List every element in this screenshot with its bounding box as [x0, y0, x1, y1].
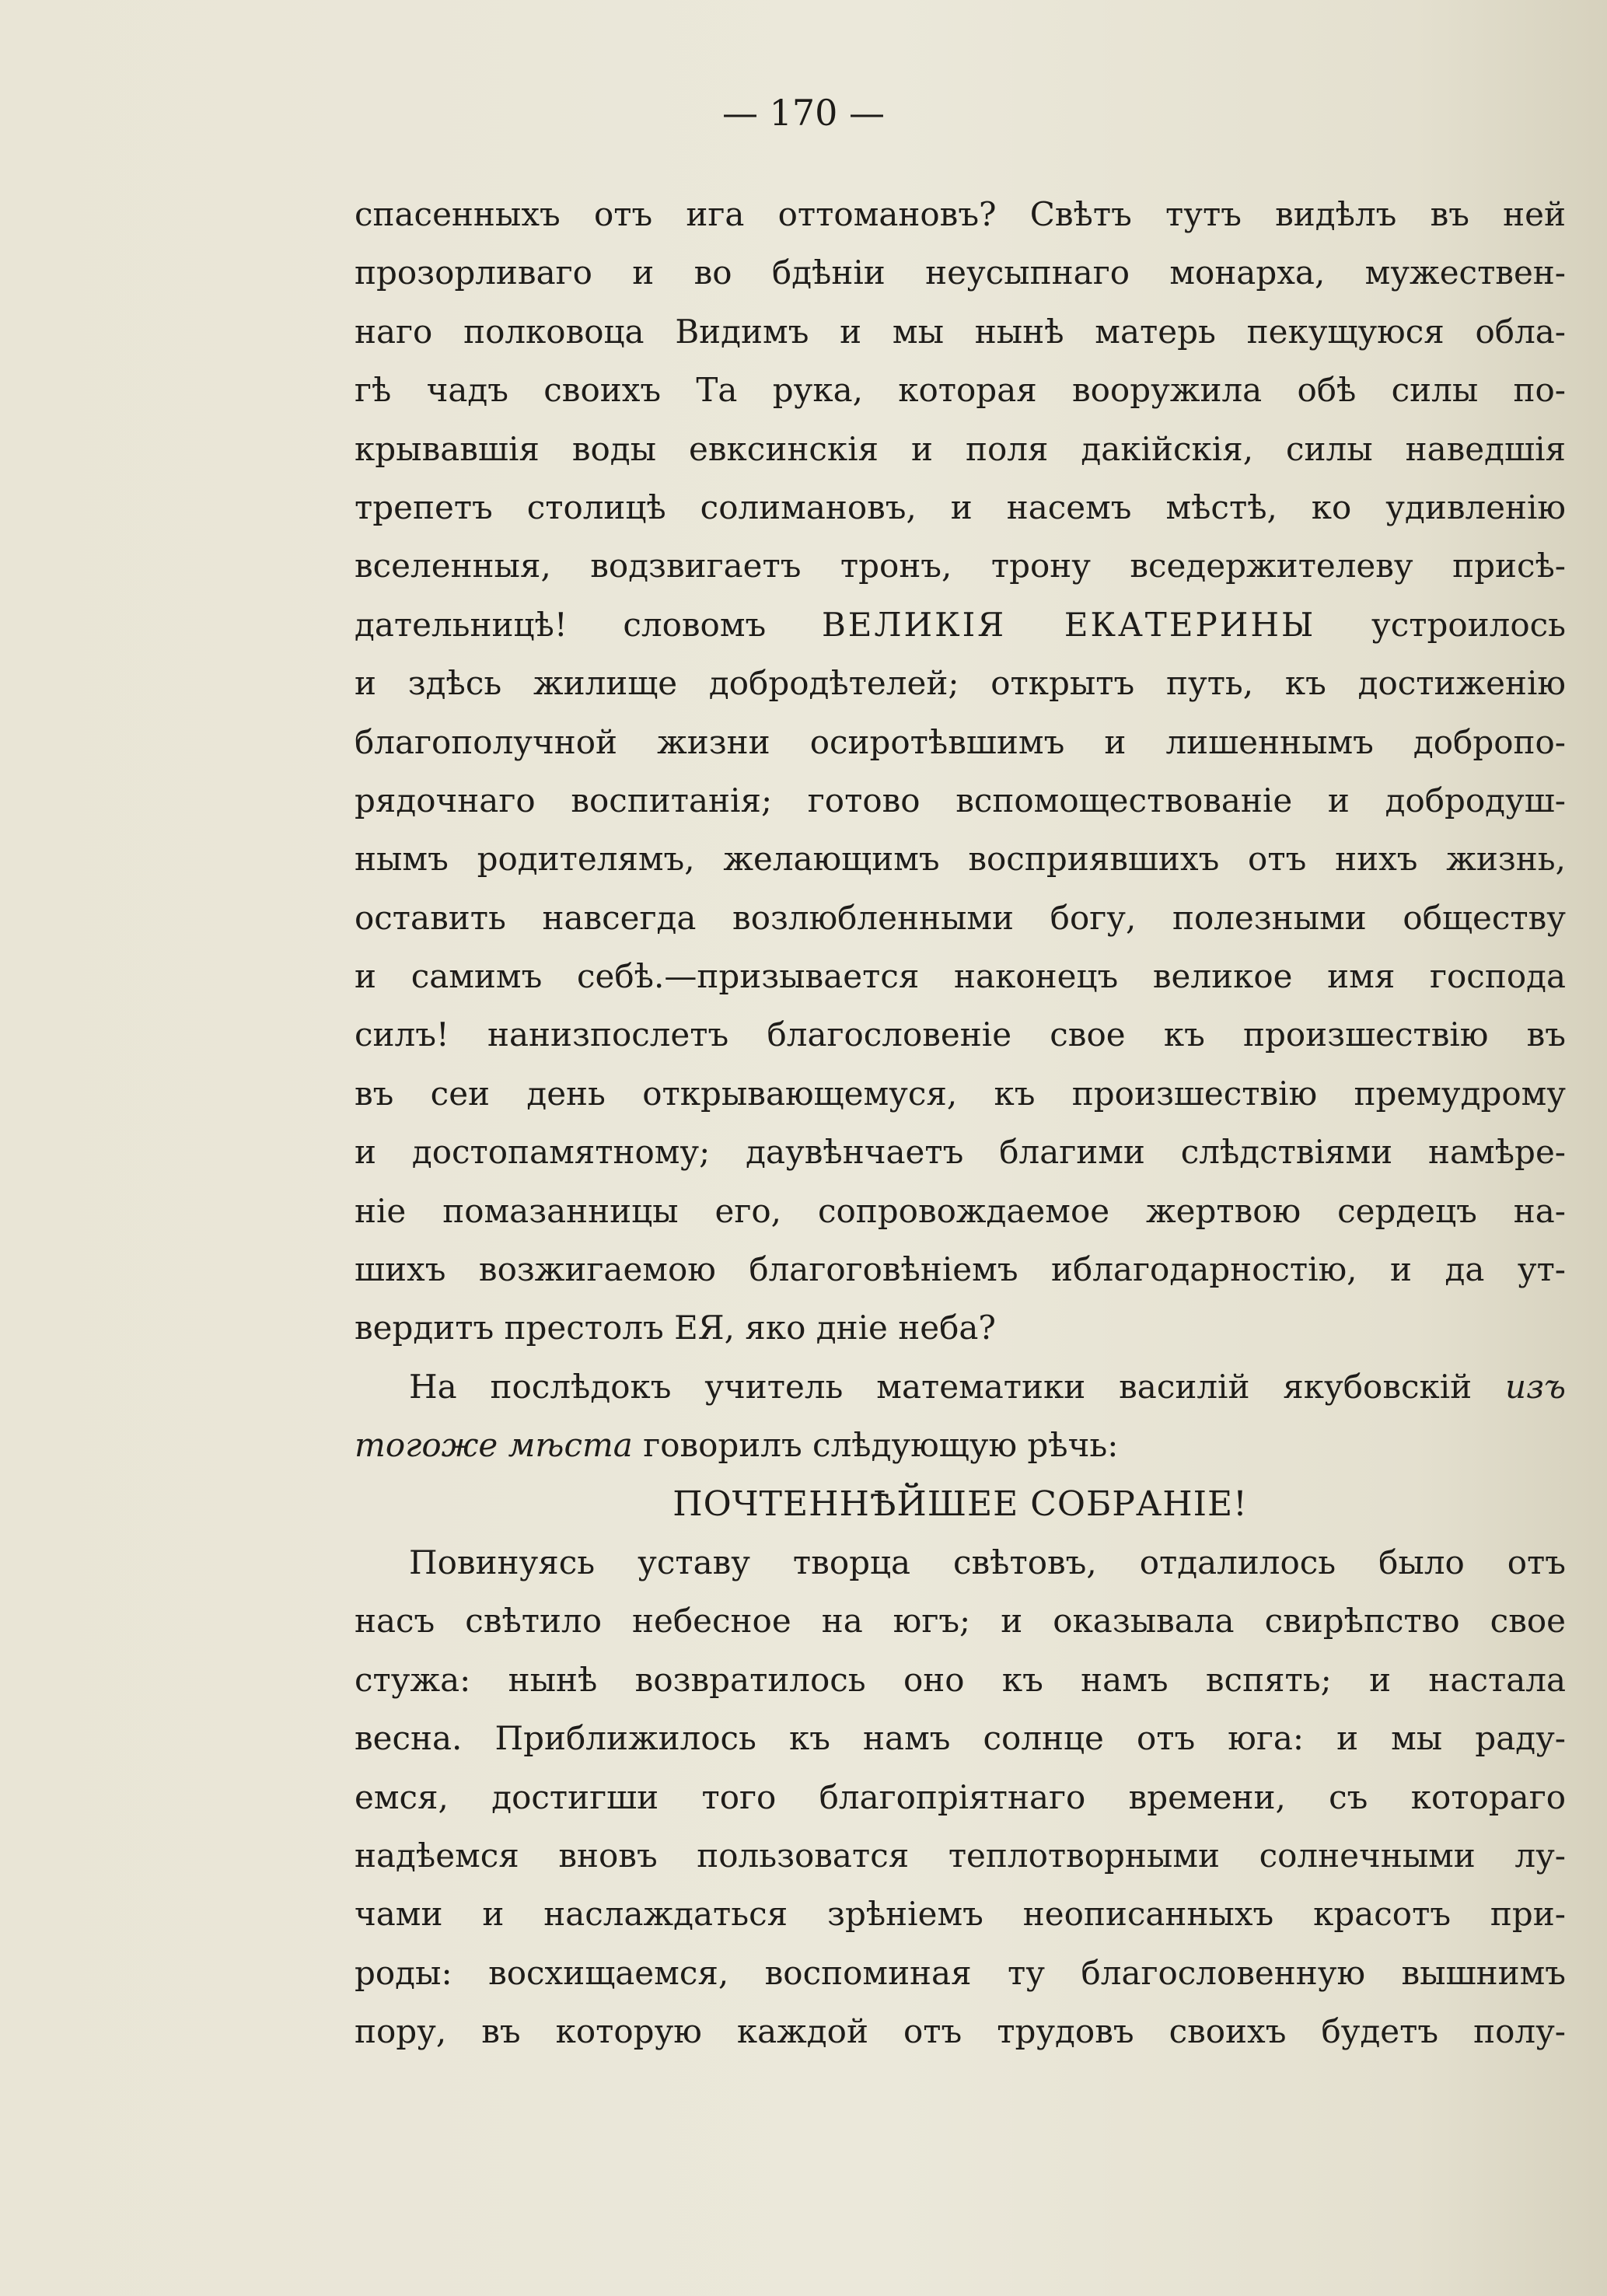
text-line: оставить навсегда возлюбленными богу, полезными обществу	[355, 898, 1566, 937]
text-line: надѣемся вновъ пользоватся теплотворными солнечными лу-	[355, 1836, 1566, 1875]
text-line	[355, 1416, 1566, 1474]
text-line: весна. Приближилось къ намъ солнце отъ юга: и мы раду-	[355, 1719, 1566, 1758]
text-line: шихъ возжигаемою благоговѣніемъ иблагодарностію, и да ут-	[355, 1250, 1566, 1289]
text-line: гѣ чадъ своихъ Та рука, которая вооружила обѣ силы по-	[355, 371, 1566, 410]
text-line: трепетъ столицѣ солимановъ, и насемъ мѣстѣ, ко удивленію	[355, 488, 1566, 526]
text-line: Повинуясь уставу творца свѣтовъ, отдалилось было отъ	[409, 1543, 1566, 1581]
text-line: рядочнаго воспитанія; готово вспомоществованіе и добродуш-	[355, 781, 1566, 820]
text-line: нымъ родителямъ, желающимъ восприявшихъ отъ нихъ жизнь,	[355, 840, 1566, 879]
page-body	[355, 185, 1566, 2061]
text-line: стужа: нынѣ возвратилось оно къ намъ вспять; и настала	[355, 1660, 1566, 1699]
text-line: прозорливаго и во бдѣніи неусыпнаго монарха, мужествен-	[355, 253, 1566, 292]
text-line: силъ! нанизпослетъ благословеніе свое къ произшествію въ	[355, 1015, 1566, 1054]
text-line: и достопамятному; даувѣнчаетъ благими слѣдствіями намѣре-	[355, 1133, 1566, 1172]
text-line: вселенныя, водзвигаетъ тронъ, трону вседержителеву присѣ-	[355, 547, 1566, 585]
italic-segment: тогоже мѣста	[355, 1426, 633, 1465]
text-segment: дательницѣ! словомъ	[355, 605, 822, 644]
text-segment: говорилъ слѣдующую рѣчь:	[632, 1426, 1119, 1465]
page-number: — 170 —	[721, 92, 886, 134]
text-line: насъ свѣтило небесное на югъ; и оказывала свирѣпство свое	[355, 1602, 1566, 1641]
text-segment: На послѣдокъ учитель математики василій якубовскій	[409, 1367, 1506, 1406]
text-segment: устроилось	[1315, 605, 1567, 644]
text-line	[355, 596, 1566, 654]
text-line: въ сеи день открывающемуся, къ произшествію премудрому	[355, 1074, 1566, 1113]
text-line: наго полковоца Видимъ и мы нынѣ матерь пекущуюся обла-	[355, 312, 1566, 351]
speech-heading: ПОЧТЕННѢЙШЕЕ СОБРАНІЕ!	[672, 1483, 1248, 1524]
text-line: и здѣсь жилище добродѣтелей; открытъ путь, къ достиженію	[355, 664, 1566, 703]
text-line: роды: восхищаемся, воспоминая ту благословенную вышнимъ	[355, 1953, 1566, 1992]
text-line: и самимъ себѣ.—призывается наконецъ великое имя господа	[355, 957, 1566, 996]
text-line: ніе помазанницы его, сопровождаемое жертвою сердецъ на-	[355, 1191, 1566, 1230]
text-line: пору, въ которую каждой отъ трудовъ своихъ будетъ полу-	[355, 2012, 1566, 2051]
text-line: благополучной жизни осиротѣвшимъ и лишеннымъ добропо-	[355, 722, 1566, 761]
empress-name: ВЕЛИКІЯ ЕКАТЕРИНЫ	[821, 605, 1316, 644]
text-line: спасенныхъ отъ ига оттомановъ? Свѣтъ тутъ видѣлъ въ ней	[355, 195, 1566, 233]
text-line: емся, достигши того благопріятнаго времени, съ котораго	[355, 1777, 1566, 1816]
text-line: крывавшія воды евксинскія и поля дакійскія, силы наведшія	[355, 429, 1566, 468]
text-line: вердитъ престолъ ЕЯ, яко дніе неба?	[355, 1309, 996, 1347]
italic-segment: изъ	[1505, 1367, 1566, 1406]
text-line	[355, 1358, 1566, 1416]
text-line: чами и наслаждаться зрѣніемъ неописанныхъ красотъ при-	[355, 1895, 1566, 1934]
